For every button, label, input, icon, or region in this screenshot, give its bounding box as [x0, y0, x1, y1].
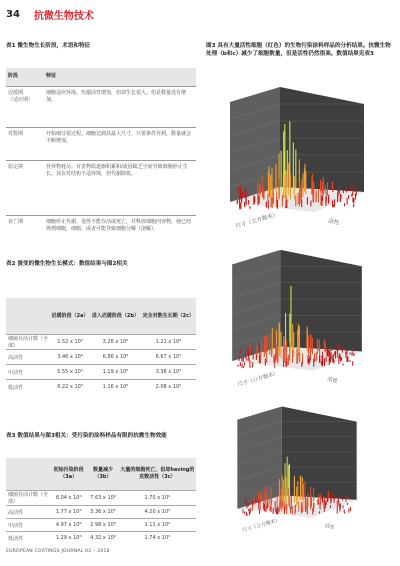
table1-row: [6, 161, 196, 216]
table2-header-cell: [6, 298, 50, 335]
table3-row-label: 低活性: [6, 532, 50, 545]
table1: [6, 68, 196, 278]
table1-row: [6, 128, 196, 161]
page-header: [6, 7, 94, 21]
table1-col-feature: 特征: [46, 73, 57, 79]
table3-value-cell: 3.36 x 10⁵: [87, 506, 118, 519]
table3-row-label: 细菌存活计数（全部）: [8, 492, 49, 505]
table3-value-cell: 2.98 x 10⁶: [87, 519, 118, 532]
table2-header-row: [6, 298, 196, 335]
table2-header-cell: 完全对数生长期（2c）: [142, 312, 195, 319]
figure3-chart-a: [222, 82, 372, 237]
table2: [6, 298, 196, 394]
axis-label-size: 尺寸（立方微米）: [236, 370, 280, 389]
table1-feature-cell: 营养物耗尽。有害物质逐渐积累和/或因缺乏空间导致细胞停止生长。其在对结构不适环境，但代谢降低。: [44, 161, 196, 216]
table1-header-row: [6, 68, 196, 87]
table3-header-row: [6, 458, 196, 491]
table1-row: [6, 87, 196, 128]
table3-header-cell: 数量减少（3b）: [92, 467, 113, 480]
table2-value-cell: 3.26 x 10⁶: [90, 335, 141, 350]
table3-row-label: 中活性: [6, 519, 50, 532]
table1-stage-cell: 稳定期: [6, 161, 44, 216]
table3: [6, 458, 196, 544]
table2-row: [6, 365, 196, 380]
table3-value-cell: 4.97 x 10⁶: [50, 519, 87, 532]
table2-row-label: 高活性: [6, 350, 50, 365]
table1-col-stage: 阶段: [8, 73, 19, 79]
table1-caption: 表1 微生物生长阶段，术语和特征: [6, 43, 91, 49]
axis-label-activity: 活性: [324, 522, 336, 531]
table3-row: [6, 532, 196, 545]
table2-value-cell: 3.46 x 10⁶: [50, 350, 90, 365]
table2-value-cell: 1.19 x 10⁶: [90, 365, 141, 380]
table3-row: [6, 519, 196, 532]
back-wall-right: [280, 87, 364, 192]
table2-value-cell: 2.08 x 10⁵: [141, 380, 196, 395]
figure3-chart-c: [222, 402, 372, 540]
table2-row-label: 细菌存活计数（全部）: [8, 336, 49, 349]
footer: EUROPEAN COATINGS JOURNAL 02 – 2018: [6, 549, 110, 554]
table3-value-cell: 7.63 x 10⁶: [87, 491, 118, 506]
table2-value-cell: 6.22 x 10⁵: [50, 380, 90, 395]
page-number: 34: [6, 8, 20, 20]
table1-stage-cell: 迟缓期 （适应期）: [6, 87, 44, 128]
table2-row: [6, 350, 196, 365]
table2-row: [6, 335, 196, 350]
table3-header-cell: [6, 458, 50, 491]
table3-value-cell: 4.20 x 10⁵: [119, 506, 196, 519]
table2-value-cell: 1.52 x 10⁶: [50, 335, 90, 350]
figure3-caption: 图3 具有大量活性细胞（红色）的生物污染涂料样品的分析结果。抗微生物处理（b和c）减少了细胞数量，但是活性仍然很高。数值结果见表3: [206, 43, 391, 57]
table1-feature-cell: 开始细分裂过程。细胞达到其最大尺寸，只要条件充利，数量就会不断增加。: [44, 128, 196, 161]
table2-header-cell: 迟缓阶段（2a）: [51, 312, 89, 319]
table3-caption: 表3 数值结果与图3相关：受污染的涂料样品有限的抗微生物效能: [6, 433, 167, 439]
table2-value-cell: 1.16 x 10⁶: [90, 380, 141, 395]
table3-value-cell: 8.04 x 10⁶: [50, 491, 87, 506]
table2-row-label: 中活性: [6, 365, 50, 380]
table3-row: [6, 491, 196, 506]
table2-value-cell: 6.86 x 10⁵: [90, 350, 141, 365]
axis-label-activity: 活性: [326, 376, 339, 385]
table3-value-cell: 1.77 x 10⁶: [50, 506, 87, 519]
table3-value-cell: 1.74 x 10⁵: [119, 532, 196, 545]
table3-row-label: 高活性: [6, 506, 50, 519]
table2-header-cell: 进入迟缓阶段（2b）: [91, 312, 139, 319]
table3-value-cell: 1.70 x 10⁶: [119, 491, 196, 506]
back-wall-right: [282, 406, 357, 499]
table2-row: [6, 380, 196, 395]
table3-value-cell: 4.32 x 10⁶: [87, 532, 118, 545]
table2-value-cell: 3.38 x 10⁵: [141, 365, 196, 380]
table3-header-cell: 初始污染阶段（3a）: [53, 467, 84, 480]
table1-stage-cell: 对数期: [6, 128, 44, 161]
axis-label-activity: 活性: [327, 218, 340, 227]
table3-header-cell: 大量的细胞死亡，但却having的克数活性（3c）: [120, 467, 195, 480]
table3-row: [6, 506, 196, 519]
table3-value-cell: 1.29 x 10⁶: [50, 532, 87, 545]
table1-stage-cell: 衰亡期: [6, 216, 44, 279]
table2-row-label: 低活性: [6, 380, 50, 395]
table3-value-cell: 1.11 x 10⁶: [119, 519, 196, 532]
table2-value-cell: 5.55 x 10⁵: [50, 365, 90, 380]
axis-label-size: 尺寸（立方微米）: [234, 212, 279, 230]
table1-feature-cell: 细胞停止代谢，变得不能存活或死亡，并释放细胞内容物，使已经得到细胞，细胞，或者可能导致细胞分解（溶解）。: [44, 216, 196, 279]
table2-value-cell: 1.21 x 10⁶: [141, 335, 196, 350]
table2-value-cell: 6.67 x 10⁵: [141, 350, 196, 365]
table1-feature-cell: 细胞适应环境。代谢活性增加，但却生长很大。但是数量没有增加。: [44, 87, 196, 128]
section-title: 抗微生物技术: [33, 10, 94, 22]
table2-caption: 表2 演变的微生物生长模式：数值结果与图2相关: [6, 261, 128, 267]
axis-label-size: 尺寸（立方微米）: [241, 517, 281, 534]
table1-row: [6, 216, 196, 279]
figure3-chart-b: [222, 245, 372, 395]
